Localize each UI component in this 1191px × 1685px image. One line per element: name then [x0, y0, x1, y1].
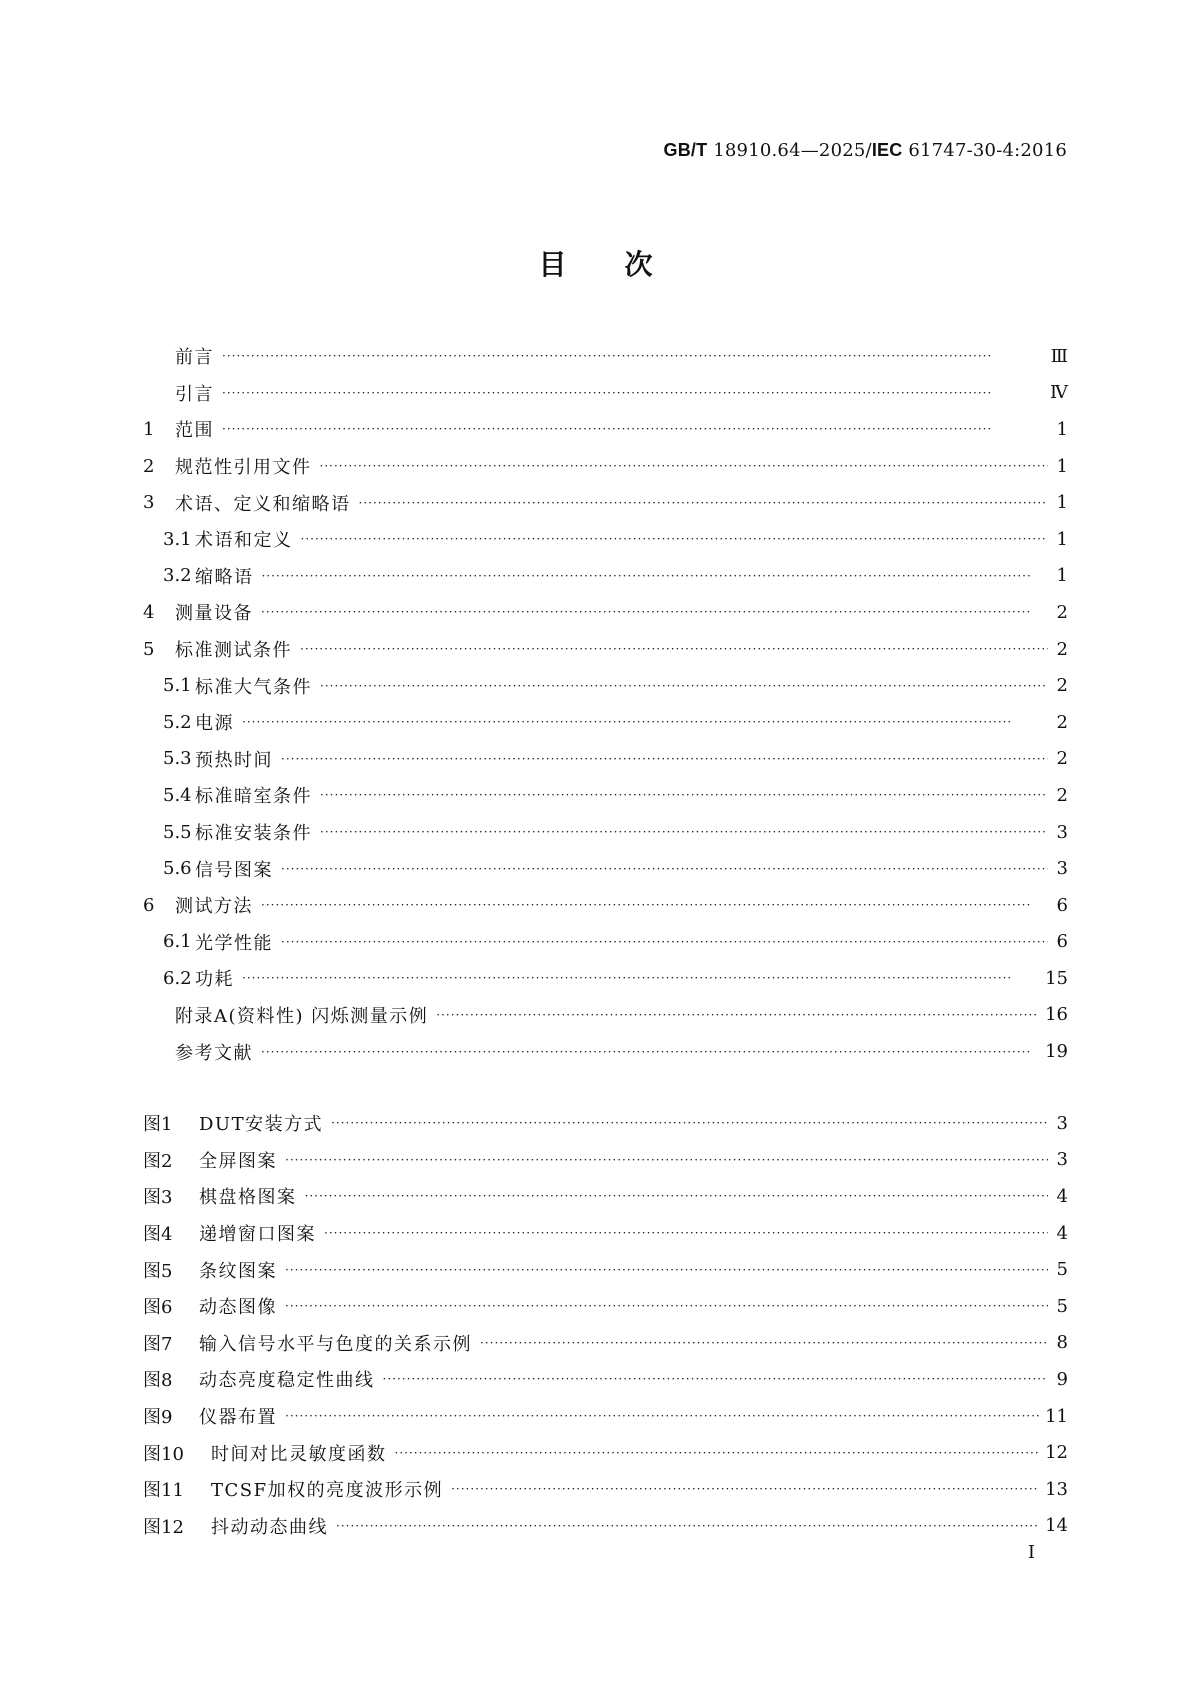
- toc-entry[interactable]: [143, 594, 1068, 631]
- figure-page: 5: [1056, 1259, 1068, 1281]
- dot-leader: [305, 1189, 1049, 1203]
- table-of-contents: [143, 338, 1068, 1070]
- toc-entry-page: 6: [1056, 931, 1068, 953]
- toc-entry-label: 电源: [195, 713, 234, 735]
- dot-leader: [285, 1263, 1048, 1277]
- figure-entry[interactable]: [143, 1215, 1068, 1252]
- dot-leader: [261, 1045, 1039, 1059]
- toc-entry-page: 2: [1056, 601, 1068, 623]
- figure-page: 3: [1056, 1112, 1068, 1134]
- toc-entry-label: 预热时间: [195, 749, 273, 771]
- toc-entry[interactable]: [143, 411, 1068, 448]
- dot-leader: [480, 1336, 1048, 1350]
- toc-entry-label: 参考文献: [175, 1042, 253, 1064]
- toc-entry-page: 2: [1056, 675, 1068, 697]
- dot-leader: [242, 971, 1039, 985]
- toc-subentry[interactable]: [143, 960, 1068, 997]
- toc-entry-page: 2: [1056, 638, 1068, 660]
- dot-leader: [222, 422, 1048, 436]
- dot-leader: [436, 1008, 1039, 1022]
- figure-page: 9: [1056, 1368, 1068, 1390]
- toc-entry-label: 测试方法: [175, 896, 253, 918]
- dot-leader: [301, 532, 1049, 546]
- figure-entry[interactable]: [143, 1398, 1068, 1435]
- figure-entry[interactable]: [143, 1105, 1068, 1142]
- toc-entry[interactable]: [143, 375, 1068, 412]
- toc-entry-page: 2: [1056, 748, 1068, 770]
- figure-label: 时间对比灵敏度函数: [211, 1443, 387, 1465]
- toc-entry-label: 引言: [175, 383, 214, 405]
- dot-leader: [285, 1409, 1039, 1423]
- figure-page: 11: [1045, 1405, 1068, 1427]
- figure-number: 图3: [143, 1187, 173, 1209]
- toc-entry-label: 术语和定义: [195, 530, 293, 552]
- dot-leader: [320, 788, 1048, 802]
- figure-page: 4: [1056, 1185, 1068, 1207]
- figure-label: 条纹图案: [199, 1260, 277, 1282]
- figure-page: 3: [1056, 1149, 1068, 1171]
- toc-entry-label: 功耗: [195, 969, 234, 991]
- figure-entry[interactable]: [143, 1142, 1068, 1179]
- dot-leader: [285, 1299, 1048, 1313]
- dot-leader: [324, 1226, 1048, 1240]
- figure-label: DUT安装方式: [199, 1114, 324, 1136]
- toc-entry-number: 2: [143, 455, 155, 477]
- toc-entry-page: 16: [1045, 1004, 1068, 1026]
- figure-label: 递增窗口图案: [199, 1224, 316, 1246]
- toc-entry-label: 标准测试条件: [175, 640, 292, 662]
- toc-entry-label: 术语、定义和缩略语: [175, 493, 351, 515]
- figure-page: 8: [1056, 1332, 1068, 1354]
- list-of-figures: [143, 1105, 1068, 1544]
- figure-entry[interactable]: [143, 1288, 1068, 1325]
- figure-label: 动态亮度稳定性曲线: [199, 1370, 375, 1392]
- figure-number: 图5: [143, 1260, 173, 1282]
- figure-page: 4: [1056, 1222, 1068, 1244]
- toc-entry-number: 5.2: [163, 711, 192, 733]
- dot-leader: [451, 1482, 1039, 1496]
- toc-entry-number: 3.1: [163, 528, 192, 550]
- figure-entry[interactable]: [143, 1434, 1068, 1471]
- figure-number: 图6: [143, 1297, 173, 1319]
- figure-number: 图10: [143, 1443, 184, 1465]
- toc-entry-number: 6.2: [163, 967, 192, 989]
- figure-label: 仪器布置: [199, 1407, 277, 1429]
- toc-entry-label: 规范性引用文件: [175, 457, 312, 479]
- figure-page: 5: [1056, 1295, 1068, 1317]
- toc-subentry[interactable]: [143, 704, 1068, 741]
- toc-entry-label: 附录A(资料性) 闪烁测量示例: [175, 1005, 429, 1027]
- figure-label: 动态图像: [199, 1297, 277, 1319]
- toc-entry[interactable]: [143, 448, 1068, 485]
- toc-entry-label: 信号图案: [195, 859, 273, 881]
- toc-entry-label: 范围: [175, 420, 214, 442]
- dot-leader: [320, 679, 1048, 693]
- figure-number: 图8: [143, 1370, 173, 1392]
- figure-page: 12: [1045, 1442, 1068, 1464]
- dot-leader: [320, 825, 1048, 839]
- toc-entry-number: 5.1: [163, 675, 192, 697]
- toc-entry-number: 1: [143, 418, 155, 440]
- toc-entry-bibliography[interactable]: [143, 1033, 1068, 1070]
- dot-leader: [281, 935, 1048, 949]
- toc-entry-page: 1: [1056, 565, 1068, 587]
- toc-entry-page: 1: [1056, 418, 1068, 440]
- toc-subentry[interactable]: [143, 924, 1068, 961]
- figure-label: 全屏图案: [199, 1150, 277, 1172]
- std-number: 18910.64—2025/: [707, 140, 872, 161]
- figure-entry[interactable]: [143, 1471, 1068, 1508]
- toc-entry-page: 3: [1056, 821, 1068, 843]
- figure-number: 图4: [143, 1224, 173, 1246]
- figure-label: 输入信号水平与色度的关系示例: [199, 1333, 472, 1355]
- toc-entry-label: 标准暗室条件: [195, 786, 312, 808]
- figure-number: 图11: [143, 1480, 184, 1502]
- toc-entry-page: 3: [1056, 858, 1068, 880]
- figure-number: 图7: [143, 1333, 173, 1355]
- toc-entry[interactable]: [143, 484, 1068, 521]
- dot-leader: [359, 496, 1049, 510]
- figure-label: TCSF加权的亮度波形示例: [211, 1480, 444, 1502]
- figure-number: 图12: [143, 1516, 184, 1538]
- std-prefix: GB/T: [663, 140, 708, 160]
- toc-entry-page: 1: [1056, 528, 1068, 550]
- toc-subentry[interactable]: [143, 667, 1068, 704]
- figure-entry[interactable]: [143, 1325, 1068, 1362]
- dot-leader: [320, 459, 1049, 473]
- dot-leader: [383, 1372, 1049, 1386]
- toc-entry-label: 缩略语: [195, 566, 254, 588]
- toc-subentry[interactable]: [143, 558, 1068, 595]
- toc-subentry[interactable]: [143, 741, 1068, 778]
- toc-entry-label: 标准安装条件: [195, 823, 312, 845]
- toc-entry-page: 2: [1056, 711, 1068, 733]
- toc-entry[interactable]: [143, 887, 1068, 924]
- dot-leader: [336, 1519, 1039, 1533]
- dot-leader: [242, 715, 1048, 729]
- toc-entry-label: 前言: [175, 347, 214, 369]
- toc-entry-number: 5.4: [163, 784, 192, 806]
- toc-entry-page: Ⅳ: [1050, 382, 1068, 404]
- toc-entry-number: 6: [143, 894, 155, 916]
- toc-entry-page: 2: [1056, 784, 1068, 806]
- dot-leader: [281, 862, 1048, 876]
- toc-entry[interactable]: [143, 631, 1068, 668]
- toc-subentry[interactable]: [143, 521, 1068, 558]
- toc-entry-number: 3.2: [163, 565, 192, 587]
- figure-entry[interactable]: [143, 1508, 1068, 1545]
- figure-entry[interactable]: [143, 1178, 1068, 1215]
- figure-number: 图1: [143, 1114, 173, 1136]
- dot-leader: [222, 386, 1044, 400]
- figure-number: 图2: [143, 1150, 173, 1172]
- figure-label: 抖动动态曲线: [211, 1516, 328, 1538]
- toc-subentry[interactable]: [143, 777, 1068, 814]
- toc-entry-page: Ⅲ: [1050, 345, 1068, 367]
- toc-subentry[interactable]: [143, 850, 1068, 887]
- iec-prefix: IEC: [871, 140, 903, 160]
- toc-entry-page: 1: [1056, 455, 1068, 477]
- toc-entry-label: 测量设备: [175, 603, 253, 625]
- figure-page: 14: [1045, 1515, 1068, 1537]
- toc-entry-number: 5: [143, 638, 155, 660]
- toc-entry-label: 标准大气条件: [195, 676, 312, 698]
- toc-entry-page: 15: [1045, 967, 1068, 989]
- figure-entry[interactable]: [143, 1251, 1068, 1288]
- dot-leader: [285, 1153, 1048, 1167]
- toc-entry-number: 5.3: [163, 748, 192, 770]
- toc-entry-page: 6: [1056, 894, 1068, 916]
- toc-entry-number: 5.6: [163, 858, 192, 880]
- toc-subentry[interactable]: [143, 814, 1068, 851]
- figure-number: 图9: [143, 1407, 173, 1429]
- dot-leader: [262, 569, 1049, 583]
- figure-page: 13: [1045, 1478, 1068, 1500]
- toc-entry-appendix[interactable]: [143, 997, 1068, 1034]
- toc-entry-number: 3: [143, 492, 155, 514]
- toc-entry-number: 6.1: [163, 931, 192, 953]
- dot-leader: [261, 605, 1048, 619]
- dot-leader: [331, 1116, 1048, 1130]
- dot-leader: [281, 752, 1048, 766]
- dot-leader: [261, 898, 1048, 912]
- figure-entry[interactable]: [143, 1361, 1068, 1398]
- toc-entry[interactable]: [143, 338, 1068, 375]
- toc-entry-page: 19: [1045, 1041, 1068, 1063]
- toc-entry-number: 5.5: [163, 821, 192, 843]
- standard-number: [664, 140, 1067, 161]
- toc-entry-page: 1: [1056, 492, 1068, 514]
- toc-entry-number: 4: [143, 601, 155, 623]
- iec-number: 61747-30-4:2016: [902, 140, 1067, 161]
- dot-leader: [300, 642, 1048, 656]
- toc-entry-label: 光学性能: [195, 932, 273, 954]
- page-title: 目次: [538, 248, 711, 281]
- dot-leader: [395, 1446, 1040, 1460]
- figure-label: 棋盘格图案: [199, 1187, 297, 1209]
- dot-leader: [222, 349, 1045, 363]
- page-number: Ⅰ: [1027, 1542, 1035, 1563]
